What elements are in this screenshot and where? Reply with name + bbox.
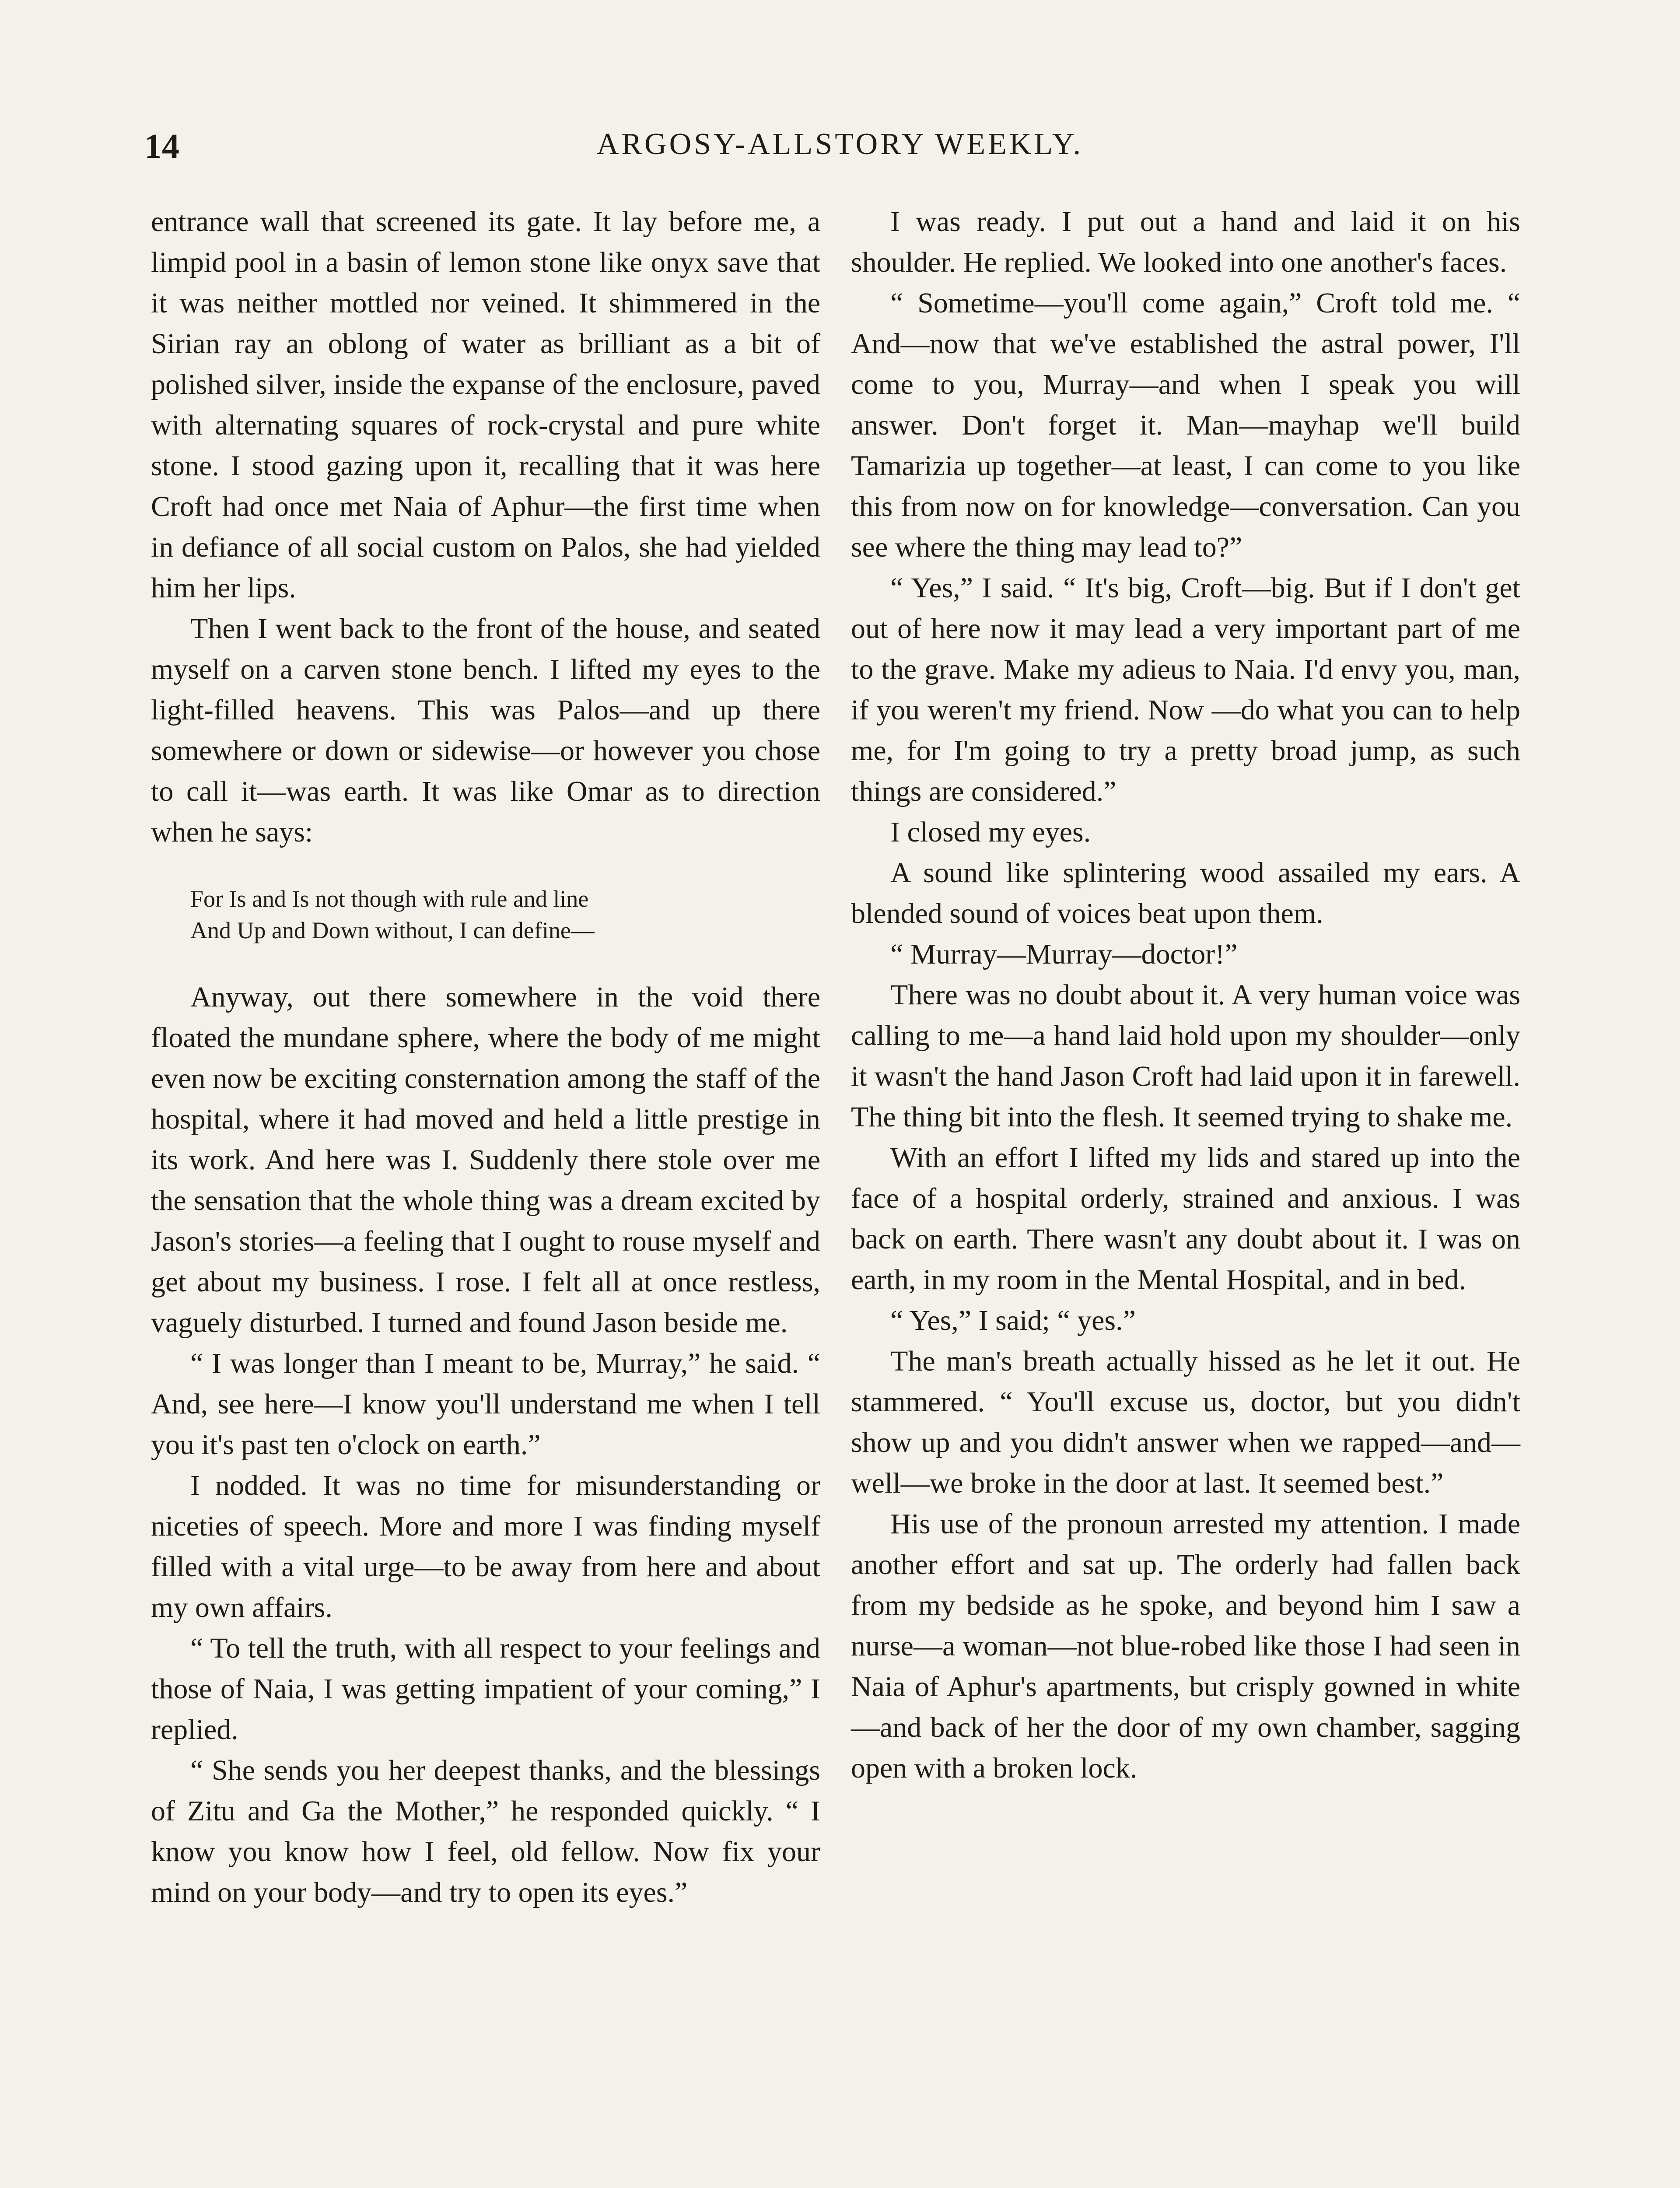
paragraph: Anyway, out there somewhere in the void there floated the mundane sphere, where the body of me might even now be exciting consternation among the staff of the hospital, where it had moved and held a little prestige in its work. And here was I. Suddenly there stole over me the sensation that the whole thing was a dream excited by Jason's stories—a feeling that I ought to rouse myself and get about my business. I rose. I felt all at once restless, vaguely disturbed. I turned and found Jason beside me. (151, 981, 820, 1339)
verse-line: For Is and Is not though with rule and line (190, 886, 589, 912)
paragraph: The man's breath actually hissed as he let it out. He stammered. “ You'll excuse us, doctor, but you didn't show up and you didn't answer when we rapped—and—well—we broke in the door at last. It seemed best.” (851, 1345, 1520, 1499)
paragraph: “ Sometime—you'll come again,” Croft told me. “ And—now that we've established the astral power, I'll come to you, Murray—and when I speak you will answer. Don't forget it. Man—mayhap we'll build Tamarizia up together—at least, I can come to you like this from now on for knowledge—conversation. Can you see where the thing may lead to?” (851, 287, 1520, 563)
page-number: 14 (144, 127, 179, 166)
paragraph: entrance wall that screened its gate. It lay before me, a limpid pool in a basin of lemon stone like onyx save that it was neither mottled nor veined. It shimmered in the Sirian ray an oblong of water as brilliant as a bit of polished silver, inside the expanse of the enclosure, paved with alternating squares of rock-crystal and pure white stone. I stood gazing upon it, recalling that it was here Croft had once met Naia of Aphur—the first time when in defiance of all social custom on Palos, she had yielded him her lips. (151, 206, 820, 604)
paragraph: A sound like splintering wood assailed my ears. A blended sound of voices beat upon them. (851, 857, 1520, 929)
paragraph: “ Yes,” I said. “ It's big, Croft—big. But if I don't get out of here now it may lead a very important part of me to the grave. Make my adieus to Naia. I'd envy you, man, if you weren't my friend. Now —do what you can to help me, for I'm going to try a pretty broad jump, as such things are considered.” (851, 572, 1520, 807)
paragraph: I nodded. It was no time for misunderstanding or niceties of speech. More and more I was finding myself filled with a vital urge—to be away from here and about my own affairs. (151, 1469, 820, 1623)
paragraph: There was no doubt about it. A very human voice was calling to me—a hand laid hold upon my shoulder—only it wasn't the hand Jason Croft had laid upon it in farewell. The thing bit into the flesh. It seemed trying to shake me. (851, 979, 1520, 1133)
paragraph: I was ready. I put out a hand and laid it on his shoulder. He replied. We looked into one another's faces. (851, 206, 1520, 278)
paragraph: With an effort I lifted my lids and stared up into the face of a hospital orderly, strained and anxious. I was back on earth. There wasn't any doubt about it. I was on earth, in my room in the Mental Hospital, and in bed. (851, 1142, 1520, 1296)
paragraph: “ Yes,” I said; “ yes.” (890, 1304, 1136, 1336)
paragraph: Then I went back to the front of the house, and seated myself on a carven stone bench. I lifted my eyes to the light-filled heavens. This was Palos—and up there somewhere or down or sidewise—or however you chose to call it—was earth. It was like Omar as to direction when he says: (151, 613, 820, 848)
paragraph: “ I was longer than I meant to be, Murray,” he said. “ And, see here—I know you'll understand me when I tell you it's past ten o'clock on earth.” (151, 1347, 820, 1461)
verse-quote (151, 883, 820, 946)
paragraph: I closed my eyes. (890, 816, 1091, 848)
paragraph: “ To tell the truth, with all respect to your feelings and those of Naia, I was getting impatient of your coming,” I replied. (151, 1632, 820, 1746)
page-header (144, 127, 1536, 175)
verse-line: And Up and Down without, I can define— (190, 917, 595, 943)
running-head: ARGOSY-ALLSTORY WEEKLY. (596, 127, 1084, 161)
paragraph: “ Murray—Murray—doctor!” (890, 938, 1238, 970)
paragraph: “ She sends you her deepest thanks, and the blessings of Zitu and Ga the Mother,” he responded quickly. “ I know you know how I feel, old fellow. Now fix your mind on your body—and try to open its eyes.” (151, 1754, 820, 1908)
right-column (851, 201, 1520, 1788)
paragraph: His use of the pronoun arrested my attention. I made another effort and sat up. The orderly had fallen back from my bedside as he spoke, and beyond him I saw a nurse—a woman—not blue-robed like those I had seen in Naia of Aphur's apartments, but crisply gowned in white—and back of her the door of my own chamber, sagging open with a broken lock. (851, 1508, 1520, 1784)
left-column (151, 201, 820, 1913)
